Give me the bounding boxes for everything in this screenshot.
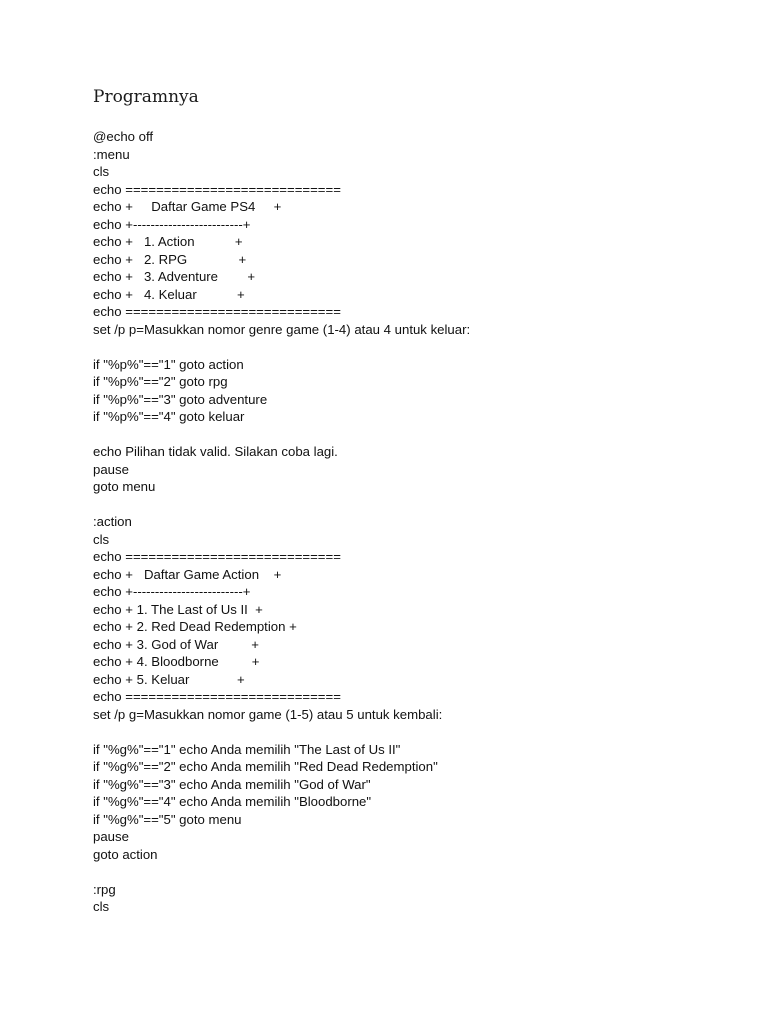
code-line <box>93 496 753 514</box>
code-line: echo + 2. Red Dead Redemption + <box>93 619 297 634</box>
code-listing <box>93 128 753 916</box>
code-line: echo + 1. Action + <box>93 234 243 249</box>
code-line: @echo off <box>93 129 154 144</box>
code-line: goto menu <box>93 479 156 494</box>
code-line: set /p g=Masukkan nomor game (1-5) atau 5 untuk kembali: <box>93 706 443 722</box>
code-line: cls <box>93 164 110 179</box>
code-line: echo +-------------------------+ <box>93 584 251 599</box>
code-line: if "%p%"=="2" goto rpg <box>93 374 228 389</box>
code-line: echo + 2. RPG + <box>93 251 247 267</box>
code-line: cls <box>93 899 110 914</box>
code-line: echo ============================ <box>93 689 341 704</box>
code-line: echo + 4. Keluar + <box>93 286 245 302</box>
code-line: echo + 4. Bloodborne + <box>93 654 260 669</box>
code-line: if "%p%"=="4" goto keluar <box>93 409 245 424</box>
code-line: echo +-------------------------+ <box>93 216 251 232</box>
code-line: if "%g%"=="4" echo Anda memilih "Bloodborne" <box>93 794 372 809</box>
code-line: cls <box>93 531 110 547</box>
code-line: :action <box>93 514 132 529</box>
code-line: if "%g%"=="2" echo Anda memilih "Red Dead Redemption" <box>93 759 438 774</box>
code-line: echo + 3. Adventure + <box>93 269 256 284</box>
code-line: echo + 3. God of War + <box>93 636 259 652</box>
code-line <box>93 863 753 881</box>
code-line <box>93 338 753 356</box>
code-line: goto action <box>93 846 158 862</box>
code-line: if "%g%"=="5" goto menu <box>93 811 242 827</box>
code-line: echo Pilihan tidak valid. Silakan coba lagi. <box>93 444 338 459</box>
code-line: echo + 1. The Last of Us II + <box>93 601 263 617</box>
code-line: echo + Daftar Game PS4 + <box>93 199 282 214</box>
document-heading: Programnya <box>93 87 199 107</box>
code-line: if "%p%"=="1" goto action <box>93 356 244 372</box>
code-line: pause <box>93 829 129 844</box>
code-line: :rpg <box>93 881 116 897</box>
code-line: echo + 5. Keluar + <box>93 671 245 687</box>
code-line: echo ============================ <box>93 181 341 197</box>
code-line: echo ============================ <box>93 549 341 564</box>
code-line: set /p p=Masukkan nomor genre game (1-4) atau 4 untuk keluar: <box>93 321 471 337</box>
code-line: if "%p%"=="3" goto adventure <box>93 391 268 407</box>
code-line: pause <box>93 461 129 477</box>
code-line: if "%g%"=="3" echo Anda memilih "God of War" <box>93 776 371 792</box>
code-line: if "%g%"=="1" echo Anda memilih "The Last of Us II" <box>93 741 401 757</box>
code-line <box>93 426 753 444</box>
code-line <box>93 723 753 741</box>
code-line: echo + Daftar Game Action + <box>93 566 282 582</box>
code-line: :menu <box>93 146 130 162</box>
code-line: echo ============================ <box>93 304 341 319</box>
